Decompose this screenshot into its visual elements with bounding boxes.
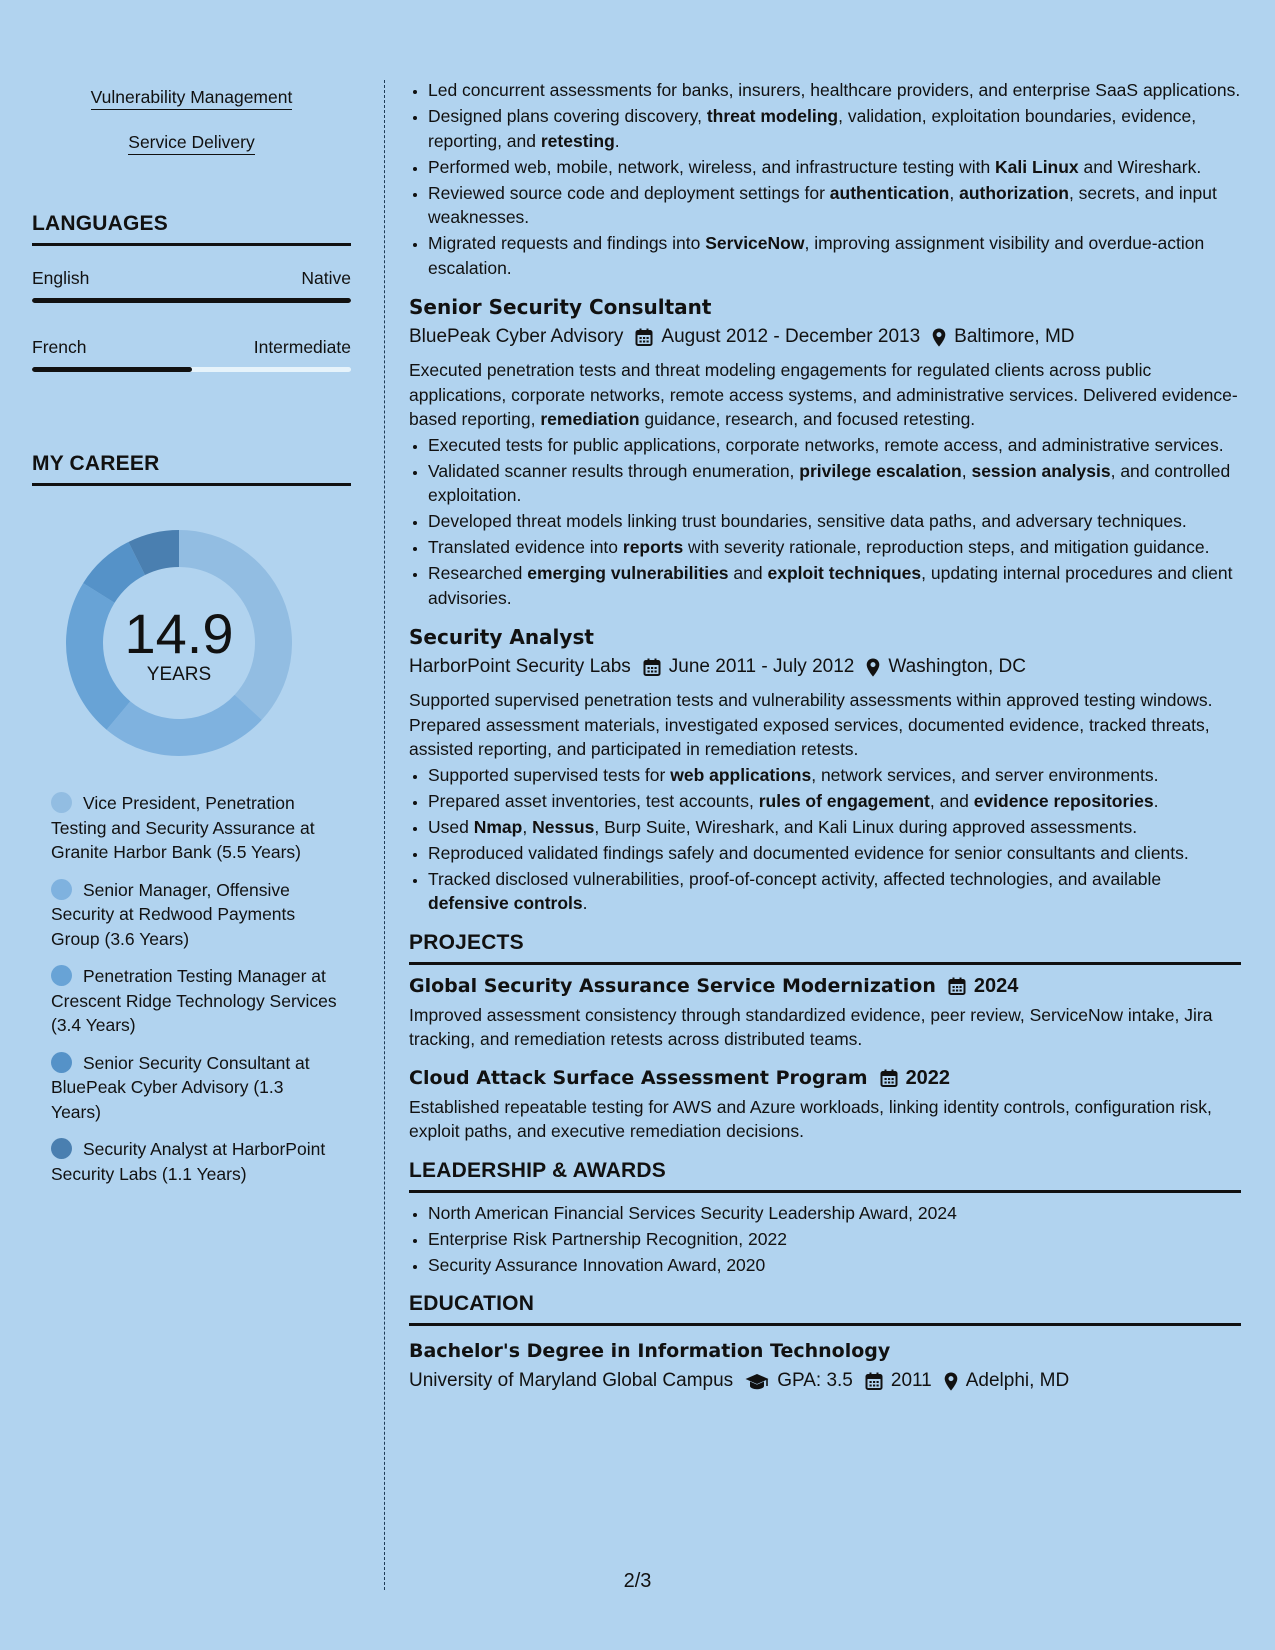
skill-label: Vulnerability Management: [91, 86, 293, 110]
job-location: Washington, DC: [888, 656, 1026, 677]
award-item: • Security Assurance Innovation Award, 2020: [428, 1253, 1241, 1278]
job-summary: Supported supervised penetration tests and vulnerability assessments within approved testing windows. Prepared assessment materials, investigated exposed services, documented evidence, tracked threats, assisted reporting, and participated in remediation retests.: [409, 690, 1213, 759]
bullet-item: • Prepared asset inventories, test accounts, rules of engagement, and evidence repositories.: [428, 789, 1241, 814]
project-year: 2022: [905, 1066, 951, 1089]
bullet-item: • Led concurrent assessments for banks, insurers, healthcare providers, and enterprise SaaS applications.: [428, 78, 1241, 103]
legend-dot: [51, 792, 72, 813]
legend-label: Senior Manager, Offensive Security at Redwood Payments Group (3.6 Years): [51, 879, 296, 949]
legend-label: Security Analyst at HarborPoint Security Labs (1.1 Years): [51, 1139, 326, 1184]
education-degree: Bachelor's Degree in Information Technology: [409, 1340, 891, 1362]
language-level: Intermediate: [253, 337, 351, 357]
job-title: Security Analyst: [409, 625, 594, 649]
language-item: [32, 336, 351, 372]
bullet-item: • Performed web, mobile, network, wireless, and infrastructure testing with Kali Linux and Wireshark.: [428, 155, 1241, 180]
languages-heading: LANGUAGES: [32, 211, 351, 246]
awards-list: [409, 1201, 1241, 1278]
job-company: BluePeak Cyber Advisory: [409, 326, 624, 347]
calendar-icon: [643, 658, 661, 676]
legend-label: Penetration Testing Manager at Crescent Ridge Technology Services (3.4 Years): [51, 966, 337, 1035]
legend-dot: [51, 965, 72, 986]
job-company: HarborPoint Security Labs: [409, 656, 631, 677]
page-number: 2/3: [623, 1570, 652, 1592]
job-meta: [409, 324, 1241, 350]
skill-tag: [32, 131, 351, 155]
job-meta: [409, 654, 1241, 680]
calendar-icon: [948, 977, 966, 995]
education-gpa: GPA: 3.5: [777, 1370, 853, 1391]
bullet-item: • Validated scanner results through enumeration, privilege escalation, session analysis, and controlled exploitation.: [428, 459, 1241, 508]
job-title: Senior Security Consultant: [409, 295, 712, 319]
education-year: 2011: [890, 1370, 932, 1391]
project-desc: Established repeatable testing for AWS and Azure workloads, linking identity controls, configuration risk, exploit paths, and executive remediation decisions.: [409, 1096, 1212, 1141]
previous-job-bullets: [409, 78, 1241, 280]
education-school: University of Maryland Global Campus: [409, 1370, 734, 1391]
language-bar: [32, 367, 351, 372]
award-item: • North American Financial Services Security Leadership Award, 2024: [428, 1201, 1241, 1226]
project-entry: [409, 973, 1241, 1052]
award-item: • Enterprise Risk Partnership Recognition, 2022: [428, 1227, 1241, 1252]
bullet-item: • Researched emerging vulnerabilities and exploit techniques, updating internal procedures and client advisories.: [428, 561, 1241, 610]
location-pin-icon: [944, 1372, 958, 1391]
career-legend-item: [51, 791, 337, 865]
skill-tag: [32, 86, 351, 110]
job-location: Baltimore, MD: [954, 326, 1075, 347]
main-column: [409, 78, 1241, 1394]
education-heading: EDUCATION: [409, 1291, 1241, 1326]
project-year: 2024: [973, 974, 1019, 997]
language-name: English: [32, 268, 90, 288]
calendar-icon: [865, 1372, 883, 1390]
bullet-item: • Reviewed source code and deployment settings for authentication, authorization, secrets, and input weaknesses.: [428, 181, 1241, 230]
bullet-item: • Reproduced validated findings safely and documented evidence for senior consultants and clients.: [428, 841, 1241, 866]
language-item: [32, 267, 351, 303]
job-entry: [409, 294, 1241, 610]
career-years-label: YEARS: [146, 664, 212, 685]
job-dates: June 2011 - July 2012: [668, 656, 855, 677]
job-bullets: [409, 433, 1241, 611]
career-donut-chart: [66, 530, 292, 756]
project-desc: Improved assessment consistency through standardized evidence, peer review, ServiceNow intake, Jira tracking, and remediation retests across distributed teams.: [409, 1004, 1213, 1049]
legend-label: Senior Security Consultant at BluePeak Cyber Advisory (1.3 Years): [51, 1052, 310, 1122]
bullet-item: • Tracked disclosed vulnerabilities, proof-of-concept activity, affected technologies, and available defensive controls.: [428, 867, 1241, 916]
column-divider: [384, 80, 385, 1590]
skill-label: Service Delivery: [128, 131, 254, 155]
language-bar-fill: [32, 367, 192, 372]
education-meta: [409, 1368, 1241, 1394]
language-name: French: [32, 337, 87, 357]
bullet-item: • Executed tests for public applications, corporate networks, remote access, and administrative services.: [428, 433, 1241, 458]
legend-dot: [51, 1052, 72, 1073]
bullet-item: • Translated evidence into reports with severity rationale, reproduction steps, and mitigation guidance.: [428, 535, 1241, 560]
project-entry: [409, 1065, 1241, 1144]
career-legend-item: [51, 964, 337, 1038]
bullet-item: • Migrated requests and findings into ServiceNow, improving assignment visibility and overdue-action escalation.: [428, 231, 1241, 280]
languages-section: [32, 211, 351, 372]
career-legend-item: [51, 878, 337, 952]
project-title: Global Security Assurance Service Modernization: [409, 974, 936, 997]
bullet-item: • Used Nmap, Nessus, Burp Suite, Wireshark, and Kali Linux during approved assessments.: [428, 815, 1241, 840]
awards-section: [409, 1158, 1241, 1278]
career-total-years: 14.9: [124, 602, 234, 665]
legend-dot: [51, 879, 72, 900]
project-title: Cloud Attack Surface Assessment Program: [409, 1066, 868, 1089]
projects-heading: PROJECTS: [409, 930, 1241, 965]
language-bar-fill: [32, 298, 351, 303]
calendar-icon: [880, 1069, 898, 1087]
location-pin-icon: [866, 658, 880, 677]
donut-segment-2: [107, 695, 262, 756]
education-location: Adelphi, MD: [965, 1370, 1070, 1391]
career-legend-item: [51, 1051, 337, 1125]
location-pin-icon: [932, 328, 946, 347]
education-section: [409, 1291, 1241, 1394]
job-bullets: [409, 763, 1241, 916]
career-heading: MY CAREER: [32, 451, 351, 486]
bullet-item: • Developed threat models linking trust boundaries, sensitive data paths, and adversary techniques.: [428, 509, 1241, 534]
bullet-item: • Supported supervised tests for web applications, network services, and server environments.: [428, 763, 1241, 788]
graduation-cap-icon: [745, 1373, 769, 1390]
job-dates: August 2012 - December 2013: [661, 326, 921, 347]
awards-heading: LEADERSHIP & AWARDS: [409, 1158, 1241, 1193]
career-section: [32, 451, 351, 486]
legend-dot: [51, 1138, 72, 1159]
calendar-icon: [635, 328, 653, 346]
job-summary: Executed penetration tests and threat modeling engagements for regulated clients across public applications, corporate networks, remote access systems, and administrative services. Delivered evidence-based reporting, remediation guidance, research, and focused retesting.: [409, 360, 1238, 429]
language-level: Native: [301, 268, 351, 288]
projects-section: [409, 930, 1241, 1144]
project-title-row: [409, 973, 1241, 999]
career-legend: [51, 791, 337, 1199]
legend-label: Vice President, Penetration Testing and Security Assurance at Granite Harbor Bank (5.5 Years): [51, 793, 315, 862]
language-bar: [32, 298, 351, 303]
bullet-item: • Designed plans covering discovery, threat modeling, validation, exploitation boundaries, evidence, reporting, and retesting.: [428, 104, 1241, 153]
job-entry: [409, 624, 1241, 916]
project-title-row: [409, 1065, 1241, 1091]
career-legend-item: [51, 1137, 337, 1186]
